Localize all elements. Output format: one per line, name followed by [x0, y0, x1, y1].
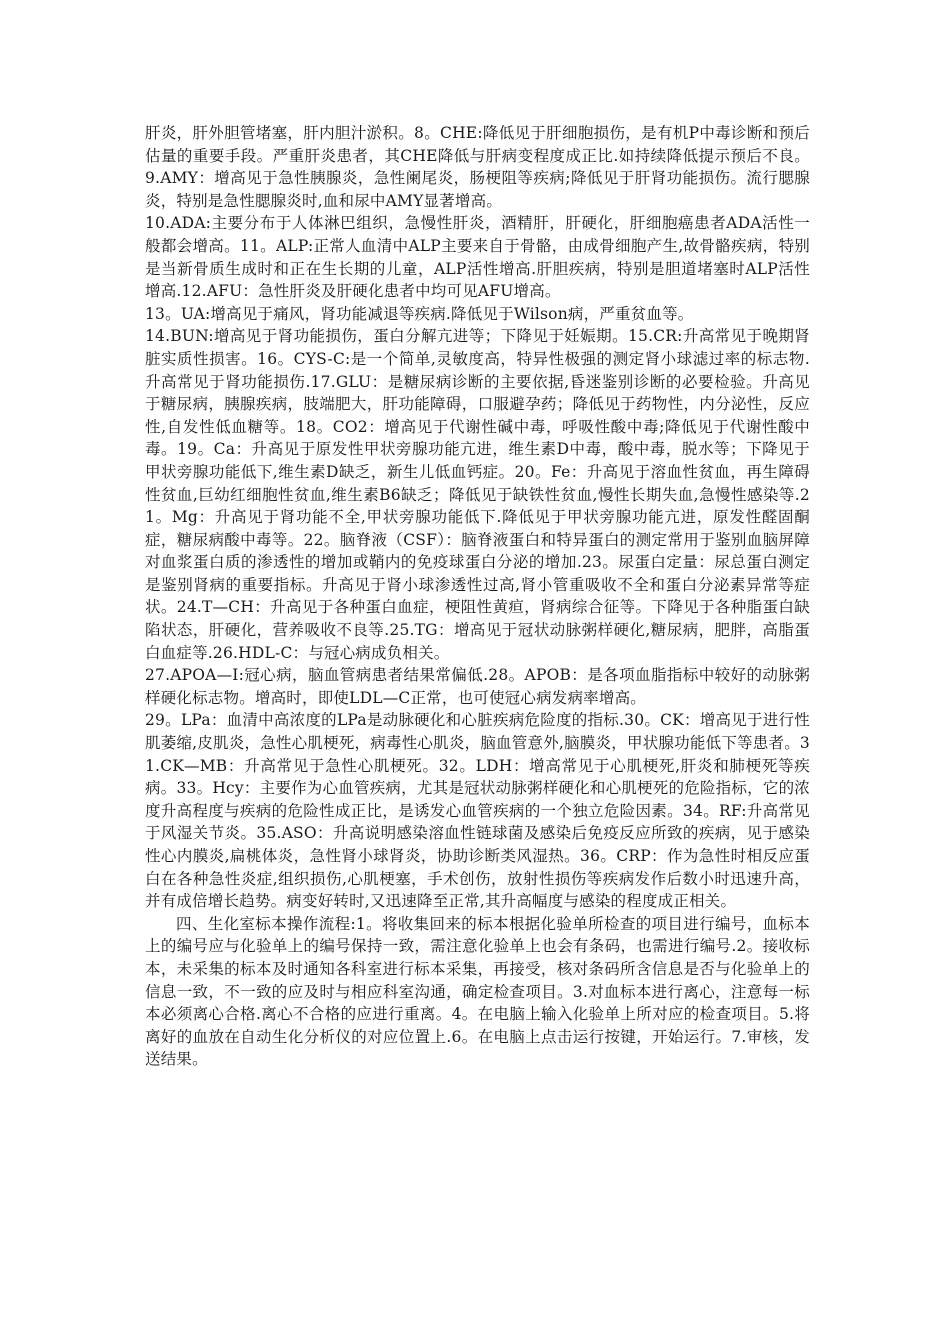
paragraph-lpa-to-crp: 29。LPa：血清中高浓度的LPa是动脉硬化和心脏疾病危险度的指标.30。CK：增高见于进行性肌萎缩,皮肌炎，急性心肌梗死，病毒性心肌炎，脑血管意外,脑膜炎，甲状腺功能低下等患者。31.CK—MB：升高常见于急性心肌梗死。32。LDH：增高常见于心肌梗死,肝炎和肺梗死等疾病。33。Hcy：主要作为心血管疾病，尤其是冠状动脉粥样硬化和心肌梗死的危险指标，它的浓度升高程度与疾病的危险性成正比，是诱发心血管疾病的一个独立危险因素。34。RF:升高常见于风湿关节炎。35.ASO：升高说明感染溶血性链球菌及感染后免疫反应所致的疾病，见于感染性心内膜炎,扁桃体炎，急性肾小球肾炎，协助诊断类风湿热。36。CRP：作为急性时相反应蛋白在各种急性炎症,组织损伤,心肌梗塞，手术创伤，放射性损伤等疾病发作后数小时迅速升高，并有成倍增长趋势。病变好转时,又迅速降至正常,其升高幅度与感染的程度成正相关。	[145, 711, 810, 911]
paragraph-lab-procedure: 四、生化室标本操作流程:1。将收集回来的标本根据化验单所检查的项目进行编号，血标本上的编号应与化验单上的编号保持一致，需注意化验单上也会有条码，也需进行编号.2。接收标本，未采集的标本及时通知各科室进行标本采集，再接受，核对条码所含信息是否与化验单上的信息一致，不一致的应及时与相应科室沟通，确定检查项目。3.对血标本进行离心，注意每一标本必须离心合格.离心不合格的应进行重离。4。在电脑上输入化验单上所对应的检查项目。5.将离好的血放在自动生化分析仪的对应位置上.6。在电脑上点击运行按键，开始运行。7.审核，发送结果。	[145, 914, 810, 1069]
paragraph-apoa-apob: 27.APOA—I:冠心病，脑血管病患者结果常偏低.28。APOB：是各项血脂指标中较好的动脉粥样硬化标志物。增高时，即使LDL—C正常，也可使冠心病发病率增高。	[145, 666, 810, 707]
paragraph-bun-to-hdl: 14.BUN:增高见于肾功能损伤，蛋白分解亢进等；下降见于妊娠期。15.CR:升高常见于晚期肾脏实质性损害。16。CYS-C:是一个简单,灵敏度高，特异性极强的测定肾小球滤过率的标志物.升高常见于肾功能损伤.17.GLU：是糖尿病诊断的主要依据,昏迷鉴别诊断的必要检验。升高见于糖尿病，胰腺疾病，肢端肥大，肝功能障碍，口服避孕药；降低见于药物性，内分泌性，反应性,自发性低血糖等。18。CO2：增高见于代谢性碱中毒，呼吸性酸中毒;降低见于代谢性酸中毒。19。Ca：升高见于原发性甲状旁腺功能亢进，维生素D中毒，酸中毒，脱水等；下降见于甲状旁腺功能低下,维生素D缺乏，新生儿低血钙症。20。Fe：升高见于溶血性贫血，再生障碍性贫血,巨幼红细胞性贫血,维生素B6缺乏；降低见于缺铁性贫血,慢性长期失血,急慢性感染等.21。Mg：升高见于肾功能不全,甲状旁腺功能低下.降低见于甲状旁腺功能亢进，原发性醛固酮症，糖尿病酸中毒等。22。脑脊液（CSF）：脑脊液蛋白和特异蛋白的测定常用于鉴别血脑屏障对血浆蛋白质的渗透性的增加或鞘内的免疫球蛋白分泌的增加.23。尿蛋白定量：尿总蛋白测定是鉴别肾病的重要指标。升高见于肾小球渗透性过高,肾小管重吸收不全和蛋白分泌素异常等症状。24.T—CH：升高见于各种蛋白血症，梗阻性黄疸，肾病综合征等。下降见于各种脂蛋白缺陷状态，肝硬化，营养吸收不良等.25.TG：增高见于冠状动脉粥样硬化,糖尿病，肥胖，高脂蛋白血症等.26.HDL-C：与冠心病成负相关。	[145, 327, 810, 662]
document-body	[145, 122, 810, 1071]
paragraph-che-amy: 肝炎，肝外胆管堵塞，肝内胆汁淤积。8。CHE:降低见于肝细胞损伤，是有机P中毒诊断和预后估量的重要手段。严重肝炎患者，其CHE降低与肝病变程度成正比.如持续降低提示预后不良。9.AMY：增高见于急性胰腺炎，急性阑尾炎，肠梗阻等疾病;降低见于肝肾功能损伤。流行腮腺炎，特别是急性腮腺炎时,血和尿中AMY显著增高。	[145, 124, 810, 210]
paragraph-ada-alp-afu: 10.ADA:主要分布于人体淋巴组织，急慢性肝炎，酒精肝，肝硬化，肝细胞癌患者ADA活性一般都会增高。11。ALP:正常人血清中ALP主要来自于骨骼，由成骨细胞产生,故骨骼疾病，特别是当新骨质生成时和正在生长期的儿童，ALP活性增高.肝胆疾病，特别是胆道堵塞时ALP活性增高.12.AFU：急性肝炎及肝硬化患者中均可见AFU增高。	[145, 214, 810, 301]
paragraph-ua: 13。UA:增高见于痛风，肾功能减退等疾病.降低见于Wilson病，严重贫血等。	[145, 304, 694, 323]
